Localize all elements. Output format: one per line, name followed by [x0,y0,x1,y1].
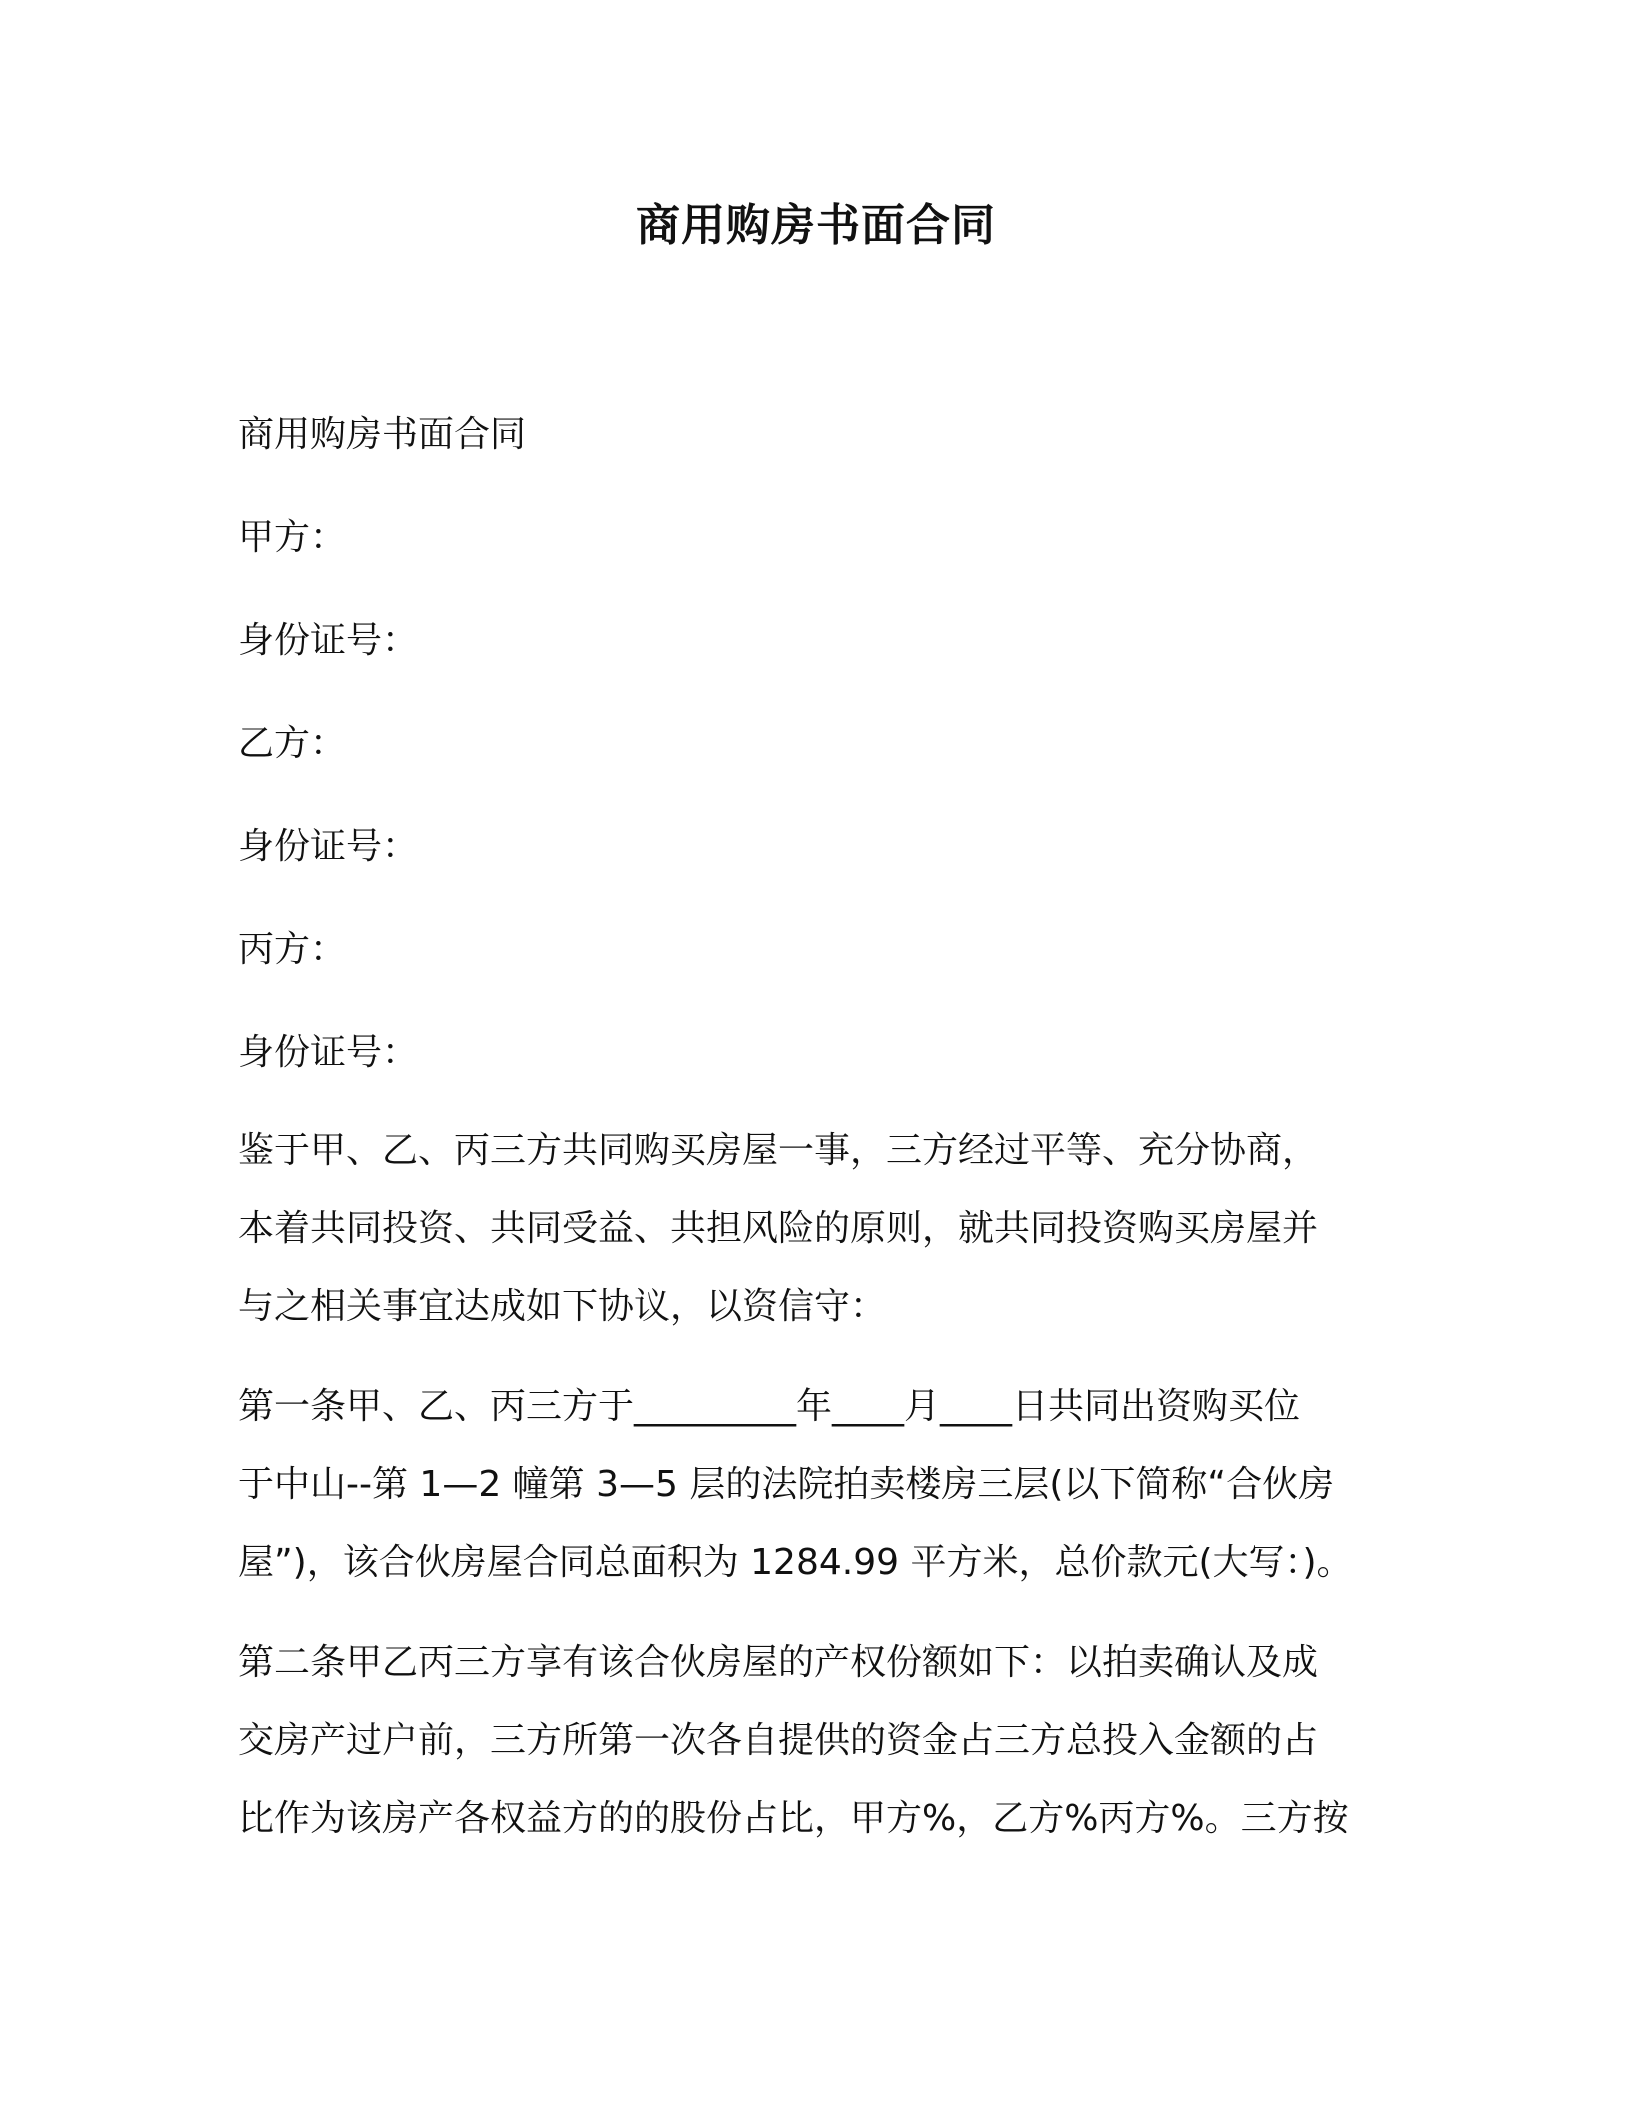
paragraph-line: 于中山--第 1—2 幢第 3—5 层的法院拍卖楼房三层(以下简称“合伙房 [238,1464,1335,1505]
paragraph-line: 与之相关事宜达成如下协议，以资信守： [238,1286,887,1327]
paragraph-line: 比作为该房产各权益方的的股份占比，甲方%，乙方%丙方%。三方按 [238,1798,1349,1839]
paragraph-line: 屋”)，该合伙房屋合同总面积为 1284.99 平方米，总价款元(大写：)。 [238,1542,1353,1583]
document-subtitle: 商用购房书面合同 [238,414,527,455]
article-2-paragraph [238,1624,1388,1858]
party-c-label: 丙方： [238,929,347,970]
document-title: 商用购房书面合同 [636,200,996,251]
article-1-paragraph [238,1368,1388,1602]
paragraph-line: 第一条甲、乙、丙三方于_________年____月____日共同出资购买位 [238,1386,1301,1427]
party-b-label: 乙方： [238,723,347,764]
party-c-id-label: 身份证号： [238,1032,419,1073]
paragraph-line: 本着共同投资、共同受益、共担风险的原则，就共同投资购买房屋并 [238,1208,1319,1249]
preamble-paragraph [238,1112,1388,1346]
party-b-id-label: 身份证号： [238,826,419,867]
party-a-id-label: 身份证号： [238,620,419,661]
party-a-label: 甲方： [238,517,347,558]
paragraph-line: 交房产过户前，三方所第一次各自提供的资金占三方总投入金额的占 [238,1720,1319,1761]
document-body [238,410,1388,1880]
paragraph-line: 第二条甲乙丙三方享有该合伙房屋的产权份额如下：以拍卖确认及成 [238,1642,1319,1683]
paragraph-line: 鉴于甲、乙、丙三方共同购买房屋一事，三方经过平等、充分协商， [238,1130,1319,1171]
